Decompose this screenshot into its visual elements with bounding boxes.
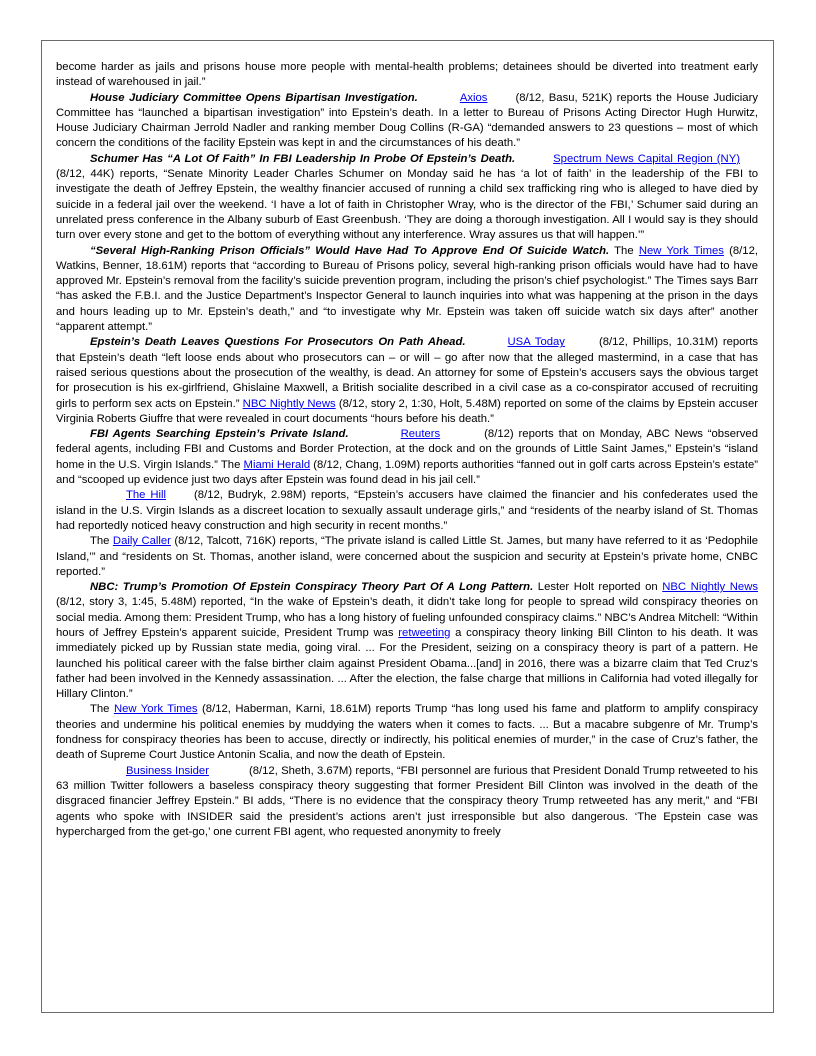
source-link-retweeting[interactable]: retweeting xyxy=(398,626,451,639)
story-text: (8/12, Watkins, Benner, 18.61M) reports that “according to Bureau of Prisons policy, several high-ranking prison officials would have had to have approved Mr. Epstein’s removal from the facility’s suicide prevention program, including the prison’s chief psychologist.” The Times says Barr “has asked the F.B.I. and the Justice Department’s Inspector General to launch inquiries into what was happening at the prison in the days and hours leading up to Mr. Epstein’s death,” and “to investigate why Mr. Epstein was taken off suicide watch six days after” another “apparent attempt.” xyxy=(56,244,759,334)
story-schumer xyxy=(56,152,758,244)
story-headline: Epstein’s Death Leaves Questions For Prosecutors On Path Ahead. xyxy=(90,336,466,349)
story-business-insider xyxy=(56,764,758,840)
story-text-2: a conspiracy theory linking Bill Clinton to his death. It was immediately picked up by Russian state media, going viral. ... For the President, seizing on a conspiracy theory is part of a pattern. He launched his political career with the false birther claim against President Obama...[and] in 2016, there was a bizarre claim that Ted Cruz’s father had been involved in the Kennedy assassination. ... After the election, the false charge that millions in California had voted illegally for Hillary Clinton.” xyxy=(56,626,758,701)
source-link-nbc-nightly-news[interactable]: NBC Nightly News xyxy=(242,397,336,410)
story-lead: The xyxy=(90,535,110,548)
story-text: (8/12, Budryk, 2.98M) reports, “Epstein’s accusers have claimed the financier and his confederates used the island in the U.S. Virgin Islands as a discreet location to sexually assault underage girls,” and “residents of the nearby island of St. Thomas had reportedly noticed heavy construction and high security in recent months.” xyxy=(56,489,758,532)
paragraph-text: become harder as jails and prisons house more people with mental-health problems; detainees should be diverted into treatment early instead of warehoused in jail.” xyxy=(56,61,758,89)
source-link-nbc-nightly-news[interactable]: NBC Nightly News xyxy=(662,581,759,594)
story-lead: The xyxy=(614,244,634,257)
source-link-usa-today[interactable]: USA Today xyxy=(507,336,565,349)
story-text: (8/12, 44K) reports, “Senate Minority Leader Charles Schumer on Monday said he has ‘a lot of faith’ in the leadership of the FBI to investigate the death of Jeffrey Epstein, the wealthy financier accused of running a child sex trafficking ring who is alleged to have died by suicide in a federal jail over the weekend. ‘I have a lot of faith in Christopher Wray, who is the director of the FBI,’ Schumer said during an unrelated press conference in the Albany suburb of East Greenbush. ‘They are doing a thorough investigation. All I would say is they should turn over every stone and get to the bottom of everything without any interference. Wray assures us that will happen.’” xyxy=(56,168,758,242)
source-link-daily-caller[interactable]: Daily Caller xyxy=(112,535,171,548)
story-headline: House Judiciary Committee Opens Bipartisan Investigation. xyxy=(90,91,418,104)
paragraph-continued xyxy=(56,60,758,91)
story-headline: Schumer Has “A Lot Of Faith” In FBI Leadership In Probe Of Epstein’s Death. xyxy=(90,152,516,165)
story-nbc-conspiracy xyxy=(56,580,758,702)
story-text: (8/12, Haberman, Karni, 18.61M) reports Trump “has long used his fame and platform to amplify conspiracy theories and undermine his political enemies by muddying the waters when it comes to facts. ... But a macabre subgenre of Mr. Trump’s fondness for conspiracy theories has been to accuse, directly or indirectly, his political enemies of murder,” in the case of Cruz’s father, the death of Supreme Court Justice Antonin Scalia, and now the death of Epstein. xyxy=(56,703,759,762)
source-link-the-hill[interactable]: The Hill xyxy=(126,489,167,502)
story-text: (8/12, Talcott, 716K) reports, “The private island is called Little St. James, but many have referred to it as ‘Pedophile Island,’” and “residents on St. Thomas, another island, were concerned about the suspicion and security at Epstein’s private home, CNBC reported.” xyxy=(56,535,759,578)
story-text-2: (8/12, Chang, 1.09M) reports authorities “fanned out in golf carts across Epstein’s estate” and “scooped up evidence just two days after Epstein was found dead in his jail cell.” xyxy=(56,458,759,487)
story-private-island xyxy=(56,427,758,488)
story-lead: Lester Holt reported on xyxy=(537,581,658,594)
source-link-business-insider[interactable]: Business Insider xyxy=(126,764,209,777)
story-headline: FBI Agents Searching Epstein’s Private Island. xyxy=(90,428,349,441)
story-text: (8/12, Sheth, 3.67M) reports, “FBI personnel are furious that President Donald Trump retweeted to his 63 million Twitter followers a baseless conspiracy theory suggesting that former President Bill Clinton was involved in the death of the disgraced financier Jeffrey Epstein.” BI adds, “There is no evidence that the conspiracy theory Trump retweeted has any merit,” and “FBI agents who spoke with INSIDER said the president’s actions aren’t just irresponsible but also dangerous. ‘The Epstein case was hypercharged from the get-go,’ one current FBI agent, who requested anonymity to freely xyxy=(56,764,758,838)
story-nyt-haberman xyxy=(56,702,758,763)
document-body xyxy=(56,60,758,840)
story-headline: NBC: Trump’s Promotion Of Epstein Conspiracy Theory Part Of A Long Pattern. xyxy=(90,581,534,594)
story-text: (8/12, Phillips, 10.31M) reports that Epstein’s death “left loose ends about who prosecutors can – or will – go after now that the alleged mastermind, in a case that has raised serious questions about the prosecution of the wealthy, is dead. An attorney for some of Epstein’s accusers says the obvious target for prosecution is his ex-girlfriend, Ghislaine Maxwell, a British socialite described in a civil case as a co-conspirator accused of recruiting girls to perform sex acts on Epstein.” xyxy=(56,336,758,410)
source-link-spectrum-news[interactable]: Spectrum News Capital Region (NY) xyxy=(553,152,740,165)
story-text: (8/12, Basu, 521K) reports the House Judiciary Committee has “launched a bipartisan investigation” into Epstein’s death. In a letter to Bureau of Prisons Acting Director Hugh Hurwitz, House Judiciary Chairman Jerrold Nadler and ranking member Doug Collins (R-GA) “demanded answers to 23 questions – most of which concern the conditions of the facility Epstein was kept in and the circumstances of his death.” xyxy=(56,91,758,150)
source-link-miami-herald[interactable]: Miami Herald xyxy=(243,458,311,471)
source-link-nyt[interactable]: New York Times xyxy=(638,244,724,257)
story-daily-caller xyxy=(56,534,758,580)
story-text: (8/12, story 3, 1:45, 5.48M) reported, “In the wake of Epstein’s death, it didn’t take long for people to spread wild conspiracy theories on social media. Among them: President Trump, who has a long history of fueling unfounded conspiracy claims.” NBC’s Andrea Mitchell: “Within hours of Jeffrey Epstein’s apparent suicide, President Trump was xyxy=(56,596,758,639)
source-link-axios[interactable]: Axios xyxy=(459,91,488,104)
story-house-judiciary xyxy=(56,91,758,152)
story-lead: The xyxy=(90,703,110,716)
story-text: (8/12) reports that on Monday, ABC News “observed federal agents, including FBI and Customs and Border Protection, at the dock and on the grounds of Little Saint James,” Epstein’s “island home in the U.S. Virgin Islands.” The xyxy=(56,428,758,471)
source-link-nyt[interactable]: New York Times xyxy=(113,703,198,716)
story-text-2: (8/12, story 2, 1:30, Holt, 5.48M) reported on some of the claims by Epstein accuser Virginia Roberts Giuffre that were revealed in court documents “hours before his death.” xyxy=(56,397,758,425)
source-link-reuters[interactable]: Reuters xyxy=(400,428,441,441)
story-suicide-watch xyxy=(56,244,758,336)
story-the-hill xyxy=(56,488,758,534)
story-prosecutors xyxy=(56,335,758,427)
story-headline: “Several High-Ranking Prison Officials” Would Have Had To Approve End Of Suicide Watch. xyxy=(90,244,610,257)
